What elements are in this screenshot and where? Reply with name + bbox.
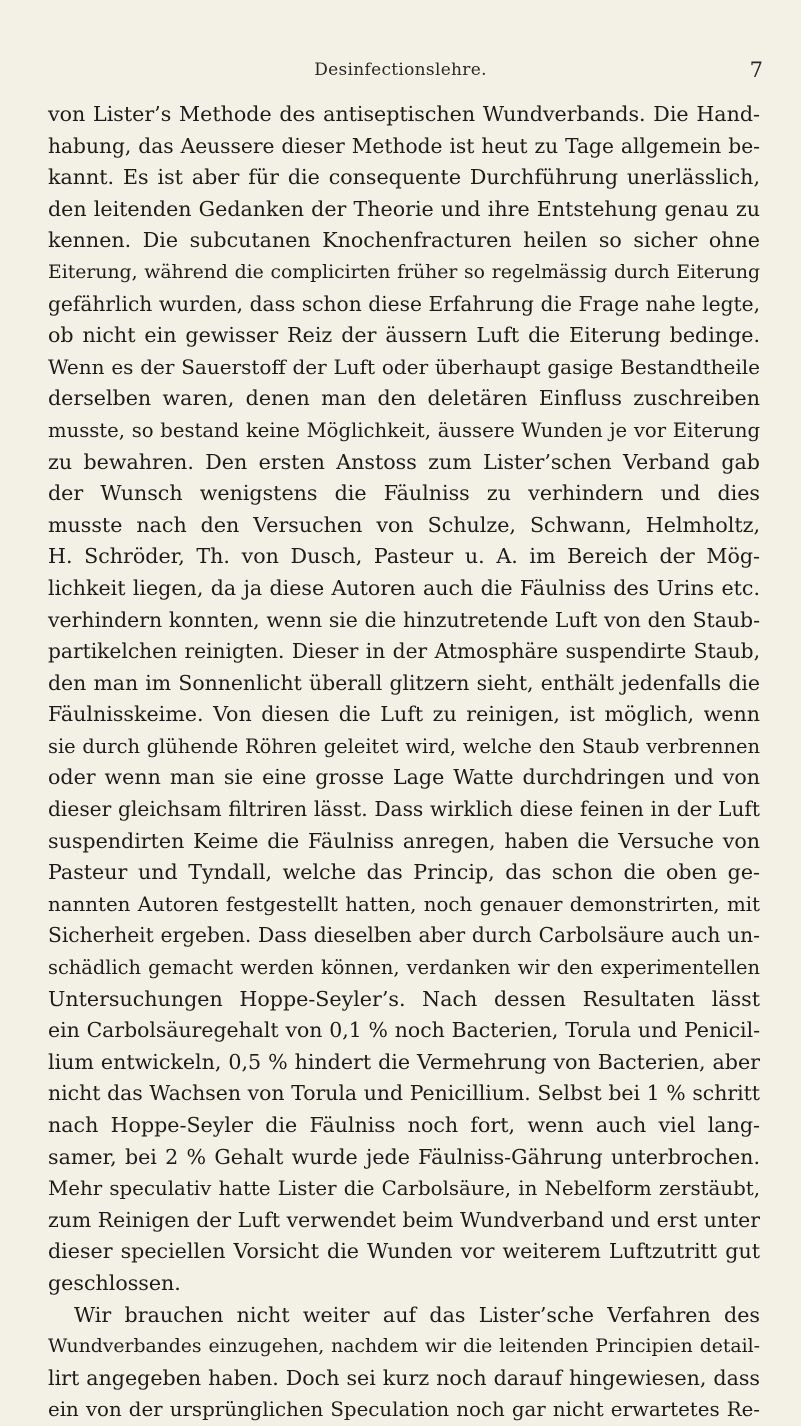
text-line: dieser speciellen Vorsicht die Wunden vor weiterem Luftzutritt gut xyxy=(48,1239,760,1264)
text-line: nannten Autoren festgestellt hatten, noch genauer demonstrirten, mit xyxy=(48,892,760,916)
text-line: nach Hoppe-Seyler die Fäulniss noch fort, wenn auch viel lang- xyxy=(48,1113,760,1137)
text-line: Wir brauchen nicht weiter auf das Lister’sche Verfahren des xyxy=(74,1302,760,1327)
text-line: habung, das Aeussere dieser Methode ist heut zu Tage allgemein be- xyxy=(48,133,760,158)
text-line: Wenn es der Sauerstoff der Luft oder überhaupt gasige Bestandtheile xyxy=(48,354,760,379)
text-line: ein von der ursprünglichen Speculation noch gar nicht erwartetes Re- xyxy=(48,1398,760,1422)
text-line: derselben waren, denen man den deletären Einfluss zuschreiben xyxy=(48,386,760,411)
text-line: lium entwickeln, 0,5 % hindert die Vermehrung von Bacterien, aber xyxy=(48,1049,760,1074)
text-line: partikelchen reinigten. Dieser in der Atmosphäre suspendirte Staub, xyxy=(48,639,760,664)
text-line: schädlich gemacht werden können, verdanken wir den experimentellen xyxy=(48,956,760,980)
text-line: suspendirten Keime die Fäulniss anregen, haben die Versuche von xyxy=(48,828,760,853)
text-line: musste, so bestand keine Möglichkeit, äussere Wunden je vor Eiterung xyxy=(48,418,760,442)
page-header xyxy=(0,60,801,90)
text-line: dieser gleichsam filtriren lässt. Dass wirklich diese feinen in der Luft xyxy=(48,797,760,822)
text-line: den leitenden Gedanken der Theorie und ihre Entstehung genau zu xyxy=(48,196,760,221)
text-line: Untersuchungen Hoppe-Seyler’s. Nach dessen Resultaten lässt xyxy=(48,986,760,1011)
text-line: sie durch glühende Röhren geleitet wird, welche den Staub verbrennen xyxy=(48,734,760,758)
text-line: Pasteur und Tyndall, welche das Princip, das schon die oben ge- xyxy=(48,860,760,885)
body-text xyxy=(48,99,760,1426)
text-line: Eiterung, während die complicirten früher so regelmässig durch Eiterung xyxy=(48,261,760,283)
text-line: oder wenn man sie eine grosse Lage Watte durchdringen und von xyxy=(48,765,760,790)
text-line: geschlossen. xyxy=(48,1270,181,1295)
text-line: samer, bei 2 % Gehalt wurde jede Fäulniss-Gährung unterbrochen. xyxy=(48,1144,760,1169)
text-line: von Lister’s Methode des antiseptischen Wundverbands. Die Hand- xyxy=(48,102,760,126)
text-line: verhindern konnten, wenn sie die hinzutretende Luft von den Staub- xyxy=(48,607,760,632)
text-line: lichkeit liegen, da ja diese Autoren auch die Fäulniss des Urins etc. xyxy=(48,575,760,600)
text-line: nicht das Wachsen von Torula und Penicillium. Selbst bei 1 % schritt xyxy=(48,1081,760,1106)
text-line: kannt. Es ist aber für die consequente Durchführung unerlässlich, xyxy=(48,165,760,190)
page-number: 7 xyxy=(749,58,763,82)
text-line: gefährlich wurden, dass schon diese Erfahrung die Frage nahe legte, xyxy=(48,291,760,316)
text-line: Fäulnisskeime. Von diesen die Luft zu reinigen, ist möglich, wenn xyxy=(48,702,760,727)
text-line: ob nicht ein gewisser Reiz der äussern Luft die Eiterung bedinge. xyxy=(48,323,760,348)
text-line: kennen. Die subcutanen Knochenfracturen heilen so sicher ohne xyxy=(48,228,760,253)
text-line: zu bewahren. Den ersten Anstoss zum Lister’schen Verband gab xyxy=(48,449,760,474)
text-line: lirt angegeben haben. Doch sei kurz noch darauf hingewiesen, dass xyxy=(48,1365,760,1390)
running-head: Desinfectionslehre. xyxy=(314,60,487,80)
text-line: ein Carbolsäuregehalt von 0,1 % noch Bacterien, Torula und Penicil- xyxy=(48,1018,760,1043)
text-line: Wundverbandes einzugehen, nachdem wir die leitenden Principien detail- xyxy=(48,1336,760,1358)
text-line: musste nach den Versuchen von Schulze, Schwann, Helmholtz, xyxy=(48,512,760,537)
text-line: H. Schröder, Th. von Dusch, Pasteur u. A. im Bereich der Mög- xyxy=(48,544,760,569)
text-line: Sicherheit ergeben. Dass dieselben aber durch Carbolsäure auch un- xyxy=(48,923,760,948)
text-line: den man im Sonnenlicht überall glitzern sieht, enthält jedenfalls die xyxy=(48,670,760,695)
text-line: zum Reinigen der Luft verwendet beim Wundverband und erst unter xyxy=(48,1207,760,1232)
text-line: der Wunsch wenigstens die Fäulniss zu verhindern und dies xyxy=(48,481,760,506)
text-line: Mehr speculativ hatte Lister die Carbolsäure, in Nebelform zerstäubt, xyxy=(48,1177,760,1201)
